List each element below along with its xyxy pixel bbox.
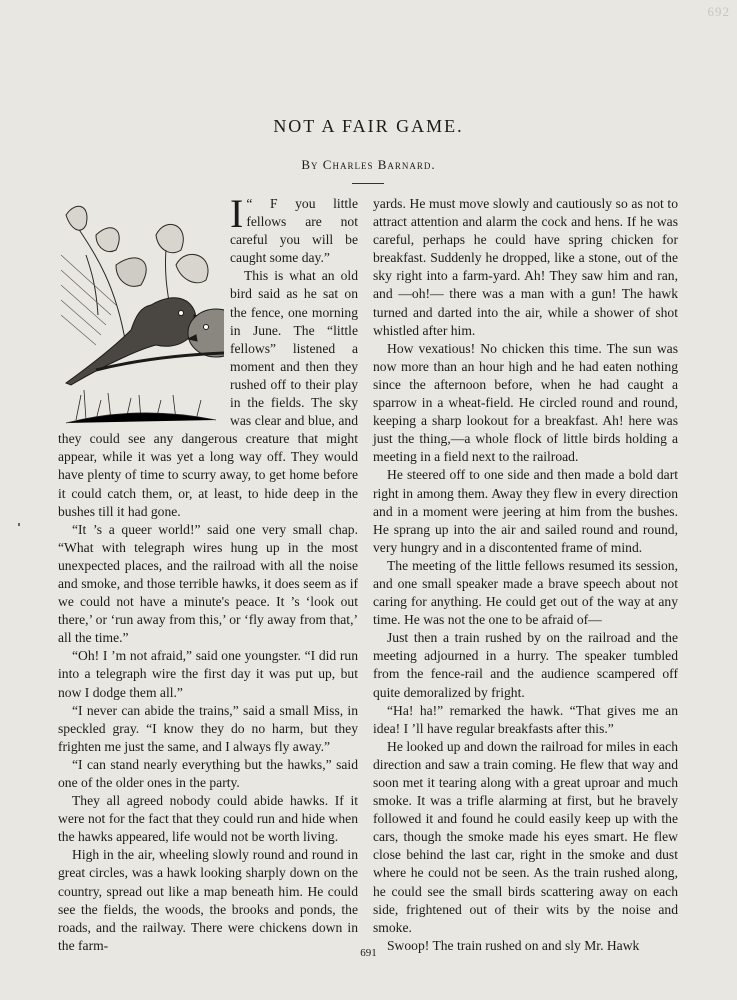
drop-cap: I <box>230 191 244 236</box>
margin-mark <box>18 523 20 526</box>
paragraph: He steered off to one side and then made a bold dart right in among them. Away they flew in every direction and in a moment were jeering at him from the bushes. He sprang up into the air and sailed round and round, very hungry and in a discontented frame of mind. <box>373 467 678 555</box>
title-rule <box>352 183 384 184</box>
paragraph: “It ’s a queer world!” said one very small chap. “What with telegraph wires hung up in the most unexpected places, and the railroad with all the noise and smoke, and those terrible hawks, it does seem as if we could not have a minute's peace. It ’s ‘look out there,’ or ‘run away from this,’ or ‘fly away from that,’ all the time.” <box>58 521 358 646</box>
paragraph: “Ha! ha!” remarked the hawk. “That gives me an idea! I ’ll have regular breakfasts after this.” <box>373 702 678 736</box>
paragraph: Swoop! The train rushed on and sly Mr. Hawk <box>387 937 640 953</box>
running-head: 692 <box>707 4 730 19</box>
left-column <box>58 191 358 955</box>
paragraph: High in the air, wheeling slowly round and round in great circles, was a hawk looking sharply down on the country, spread out like a map beneath him. He could see the fields, the woods, the brooks and ponds, the roads, and the railway. There were chickens down in the farm- <box>58 847 358 953</box>
right-column <box>373 195 678 955</box>
paragraph: How vexatious! No chicken this time. The sun was now more than an hour high and he had eaten nothing since the afternoon before, when he had caught a sparrow in a wheat-field. He circled round and round, keeping a sharp lookout for a breakfast. Ah! here was just the thing,—a whole flock of little birds holding a meeting in a field next to the railroad. <box>373 340 678 465</box>
paragraph: yards. He must move slowly and cautiously so as not to attract attention and alarm the cock and hens. If he was careful, perhaps he could have spring chicken for breakfast. Suddenly he dropped, like a stone, out of the sky right into a farm-yard. Ah! They saw him and ran, and —oh!— there was a man with a gun! The hawk turned and darted into the air, while a shower of shot whistled after him. <box>373 196 678 338</box>
page-number: 691 <box>360 947 377 959</box>
article-byline: By Charles Barnard. <box>301 157 436 172</box>
paragraph: “I never can abide the trains,” said a small Miss, in speckled gray. “I know they do no harm, but they frighten me just the same, and I always fly away.” <box>58 702 358 754</box>
paragraph: Just then a train rushed by on the railroad and the meeting adjourned in a hurry. The speaker tumbled from the fence-rail and the audience scampered off quite demoralized by fright. <box>373 630 678 700</box>
birds-illustration-icon <box>56 195 224 425</box>
paragraph: “Oh! I ’m not afraid,” said one youngster. “I did run into a telegraph wire the first day it was put up, but now I dodge them all.” <box>58 648 358 700</box>
paragraph-opening: I “ F you little fellows are not careful you will be caught some day.” <box>230 191 358 266</box>
paragraph: “I can stand nearly everything but the hawks,” said one of the older ones in the party. <box>58 756 358 790</box>
paragraph: They all agreed nobody could abide hawks. If it were not for the fact that they could run and hide when the hawks appeared, life would not be worth living. <box>58 793 358 845</box>
paragraph: He looked up and down the railroad for miles in each direction and saw a train coming. He flew that way and soon met it tearing along with a great uproar and much smoke. It was a trifle alarming at first, but he bravely followed it and found he could easily keep up with the cars, though the smoke made his eyes smart. He flew close behind the last car, right in the smoke and dust where he could not be seen. As the train rushed along, he could see the small birds scattering away on each side, frightened out of their wits by the noise and smoke. <box>373 738 678 935</box>
paragraph: This is what an old bird said as he sat on the fence, one morning in June. The “little fellows” listened a moment and then they rushed off to their play in the fields. The sky was clear and blue, and they could see any dangerous creature that might appear, while it was yet a long way off. They would have plenty of time to scurry away, to get home before it could catch them, or, at least, to hide deep in the bushes till it had gone. <box>58 268 358 519</box>
paragraph: The meeting of the little fellows resumed its session, and one small speaker made a brave speech about not caring for anything. He could get out of the way at any time. He was not the one to be afraid of— <box>373 557 678 628</box>
article-title: NOT A FAIR GAME. <box>273 116 464 136</box>
